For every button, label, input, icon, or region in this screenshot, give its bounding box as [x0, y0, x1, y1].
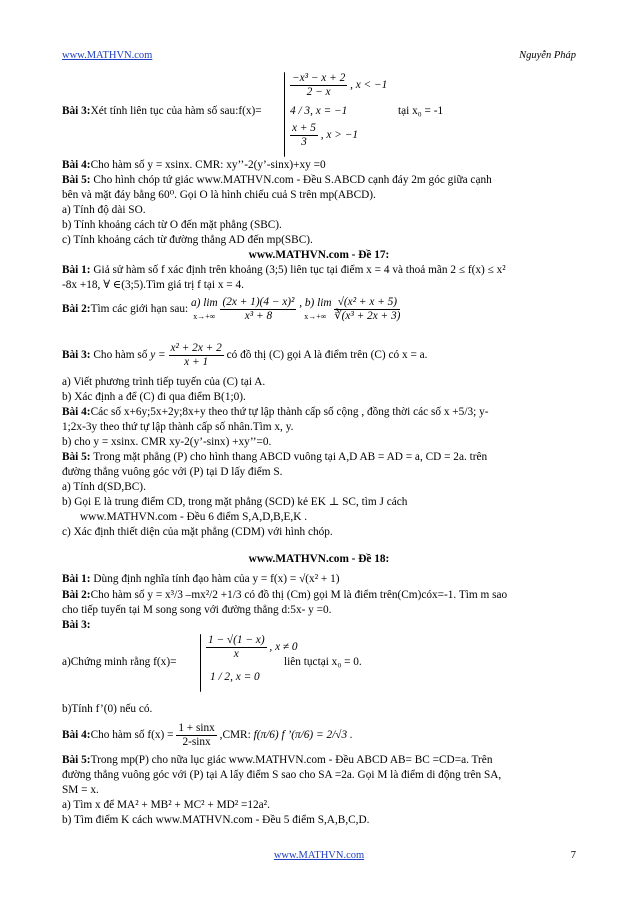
- de18-b1-label: Bài 1:: [62, 573, 91, 585]
- de18-b1-text: Dùng định nghĩa tính đạo hàm của y = f(x) = √(x² + 1): [93, 573, 340, 585]
- de17-b3-text: Cho hàm số: [93, 349, 148, 362]
- de17-b2-line: [62, 296, 400, 323]
- de17-b3-rest: có đồ thị (C) gọi A là điểm trên (C) có x = a.: [226, 349, 428, 362]
- de18-b2-line2: cho tiếp tuyến tại M song song với đường thẳng d:5x- y =0.: [62, 604, 332, 616]
- b5-item-b: b) Tính khoảng cách từ O đến mặt phẳng (SBC).: [62, 219, 282, 231]
- b5-line2: bên và mặt đáy bằng 60⁰. Gọi O là hình chiếu cuả S trên mp(ABCD).: [62, 189, 376, 201]
- b3-at: tại x₀ = -1: [398, 105, 444, 117]
- piecewise-brace: [284, 72, 285, 157]
- de18-b5-line3: SM = x.: [62, 784, 99, 796]
- de18-b4-label: Bài 4:: [62, 729, 91, 742]
- de17-b5-item-c: c) Xác định thiết diện của mặt phẳng (CDM) với hình chóp.: [62, 526, 333, 538]
- de17-b2-a-num: (2x + 1)(4 − x)²: [222, 296, 295, 308]
- b3-case1-num: −x³ − x + 2: [292, 72, 346, 84]
- de17-b3-den: x + 1: [184, 356, 209, 368]
- de17-b5-label: Bài 5:: [62, 451, 91, 463]
- de17-b5-line2: đường thẳng vuông góc với (P) tại D lấy điểm S.: [62, 466, 283, 478]
- de17-b1-l1: Giả sử hàm số f xác định trên khoảng (3;5) liên tục tại điểm x = 4 và thoả mãn 2 ≤ f(x) ≤ x²: [93, 264, 506, 276]
- de18-b2-line1: [62, 588, 507, 602]
- b3-case1-cond: , x < −1: [350, 79, 388, 92]
- de18-b3-case1-num: 1 − √(1 − x): [208, 634, 265, 646]
- b4-text: Cho hàm số y = xsinx. CMR: xy’’-2(y’-sinx)+xy =0: [90, 159, 326, 171]
- de18-b2-l1: Cho hàm số y = x³/3 –mx²/2 +1/3 có đồ thị (Cm) gọi M là điểm trên(Cm)cóx=-1. Tìm m sao: [90, 589, 508, 601]
- b3-case1: [290, 72, 387, 99]
- page-number: 7: [570, 850, 576, 861]
- de17-title: www.MATHVN.com - Đề 17:: [248, 249, 390, 261]
- de18-piecewise-brace: [200, 634, 201, 692]
- de17-b5-item-b1: b) Gọi E là trung điểm CD, trong mặt phẳng (SCD) kẻ EK ⊥ SC, tìm J cách: [62, 496, 408, 508]
- de18-b3-case2: 1 / 2, x = 0: [210, 671, 260, 683]
- de18-title: www.MATHVN.com - Đề 18:: [248, 553, 390, 565]
- b4-label: Bài 4:: [62, 159, 91, 171]
- de17-b2-a: a) lim: [190, 296, 218, 309]
- de17-b1-line2: -8x +18, ∀ ∈(3;5).Tìm giá trị f tại x = 4.: [62, 279, 244, 291]
- de17-b5-l1: Trong mặt phẳng (P) cho hình thang ABCD vuông tại A,D AB = AD = a, CD = 2a. trên: [93, 451, 488, 463]
- de18-b3-case1-cond: , x ≠ 0: [269, 641, 298, 654]
- b3-case2: 4 / 3, x = −1: [290, 105, 348, 117]
- b5-label: Bài 5:: [62, 174, 91, 186]
- de17-b4-line3: b) cho y = xsinx. CMR xy-2(y’-sinx) +xy’’=0.: [62, 436, 272, 448]
- b3-text: Xét tính liên tục của hàm số sau:f(x)=: [90, 105, 262, 117]
- de18-b3-case1-den: x: [233, 648, 239, 660]
- de17-b3-label: Bài 3:: [62, 349, 91, 362]
- header-author: Nguyễn Pháp: [519, 50, 576, 61]
- b5-item-a: a) Tính độ dài SO.: [62, 204, 146, 216]
- de18-b4-num: 1 + sinx: [178, 722, 215, 734]
- de17-b2-b-den: ∛(x³ + 2x + 3): [334, 310, 401, 322]
- de18-b4-text: Cho hàm số f(x) =: [90, 729, 174, 742]
- de17-b1-line1: [62, 263, 506, 277]
- de17-b3-line: [62, 342, 427, 369]
- de18-b5-label: Bài 5:: [62, 754, 91, 766]
- de17-b3-item-a: a) Viết phương trình tiếp tuyến của (C) tại A.: [62, 376, 266, 388]
- b3-case3: [290, 122, 358, 149]
- de18-b5-item-a: a) Tìm x để MA² + MB² + MC² + MD² =12a².: [62, 799, 270, 811]
- de17-b4-l1: Các số x+6y;5x+2y;8x+y theo thứ tự lập thành cấp số cộng , đồng thời các số x +5/3; y-: [90, 406, 489, 418]
- de17-b2-a-sub: x→+∞: [193, 311, 216, 321]
- de18-b5-line2: đường thẳng vuông góc với (P) tại A lấy điểm S sao cho SA =2a. Gọi M là điểm di động trên SA,: [62, 769, 502, 781]
- b4-line: [62, 158, 326, 172]
- de17-b2-b-num: √(x² + x + 5): [334, 296, 400, 310]
- de18-b2-label: Bài 2:: [62, 589, 91, 601]
- b5-l1: Cho hình chóp tứ giác www.MATHVN.com - Đều S.ABCD cạnh đáy 2m góc giữa cạnh: [93, 174, 492, 186]
- de17-b3-item-b: b) Xác định a để (C) đi qua điểm B(1;0).: [62, 391, 246, 403]
- b3-case3-num: x + 5: [292, 122, 316, 134]
- de18-b5-line1: [62, 753, 492, 767]
- de18-b1-line: [62, 572, 340, 586]
- b3-case3-den: 3: [301, 136, 307, 148]
- de18-b3-label: Bài 3:: [62, 619, 91, 631]
- b3-label: Bài 3:: [62, 105, 91, 117]
- de18-b4-cmr: ,CMR:: [219, 729, 251, 742]
- de17-b4-label: Bài 4:: [62, 406, 91, 418]
- de17-b2-b-sub: x→+∞: [304, 311, 327, 321]
- de17-b2-a-den: x³ + 8: [244, 310, 273, 322]
- de17-b2-text: Tìm các giới hạn sau:: [90, 303, 189, 316]
- de17-b3-num: x² + 2x + 2: [170, 342, 222, 354]
- de18-b5-item-b: b) Tìm điểm K cách www.MATHVN.com - Đều 5 điểm S,A,B,C,D.: [62, 814, 370, 826]
- de18-b3-a: a)Chứng minh rằng f(x)=: [62, 656, 177, 668]
- de17-b2-label: Bài 2:: [62, 303, 91, 316]
- b3-case3-cond: , x > −1: [320, 129, 358, 142]
- b3-case1-den: 2 − x: [306, 86, 331, 98]
- header-site-link[interactable]: www.MATHVN.com: [62, 50, 153, 61]
- de17-b4-line1: [62, 405, 489, 419]
- de17-b2-b: , b) lim: [299, 296, 332, 309]
- de18-b3-a-rest: liên tụctại x₀ = 0.: [284, 656, 362, 668]
- de17-b5-item-b2: www.MATHVN.com - Đều 6 điểm S,A,D,B,E,K .: [80, 511, 308, 523]
- de17-b5-line1: [62, 450, 487, 464]
- de18-b4-line: [62, 722, 353, 749]
- b3-statement: [62, 104, 262, 118]
- footer-site-link[interactable]: www.MATHVN.com: [273, 850, 365, 861]
- de18-b3-label-line: [62, 618, 91, 632]
- de17-b4-line2: 1;2x-3y theo thứ tự lập thành cấp số nhân.Tìm x, y.: [62, 421, 294, 433]
- de18-b3-b: b)Tính f’(0) nếu có.: [62, 703, 153, 715]
- de18-b4-expr: f(π/6) f ’(π/6) = 2/√3 .: [253, 729, 353, 742]
- de18-b4-den: 2-sinx: [182, 736, 211, 748]
- de17-b1-label: Bài 1:: [62, 264, 91, 276]
- b5-item-c: c) Tính khoảng cách từ đường thẳng AD đến mp(SBC).: [62, 234, 313, 246]
- de17-b3-y: y =: [150, 349, 166, 362]
- de18-b5-l1: Trong mp(P) cho nữa lục giác www.MATHVN.com - Đều ABCD AB= BC =CD=a. Trên: [90, 754, 493, 766]
- de17-b5-item-a: a) Tính d(SD,BC).: [62, 481, 146, 493]
- b5-line1: [62, 173, 492, 187]
